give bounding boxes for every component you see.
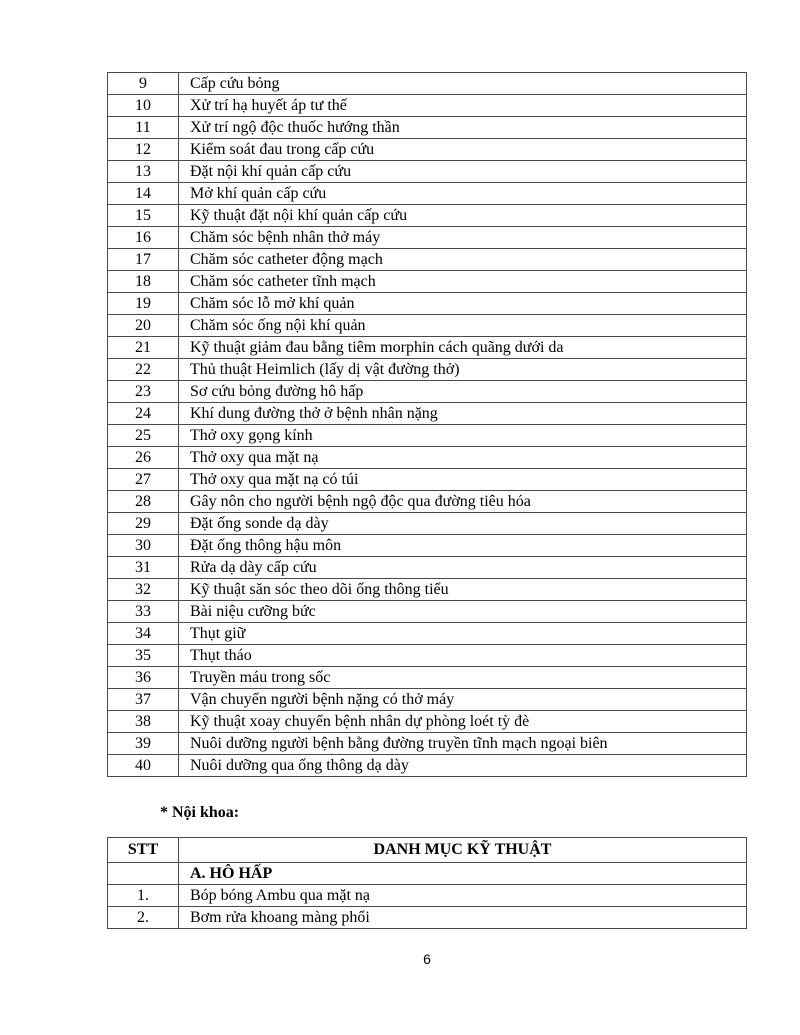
row-number: 24 [108,403,179,425]
row-number: 25 [108,425,179,447]
row-number: 26 [108,447,179,469]
row-technique-name: Thở oxy qua mặt nạ [179,447,747,469]
section-heading-noi-khoa: * Nội khoa: [160,804,240,821]
row-number: 18 [108,271,179,293]
table-row [108,689,747,711]
row-number: 15 [108,205,179,227]
row-technique-name: Nuôi dưỡng người bệnh bằng đường truyền tĩnh mạch ngoại biên [179,733,747,755]
table-row [108,249,747,271]
row-number: 20 [108,315,179,337]
row-number: 11 [108,117,179,139]
table-row [108,733,747,755]
table-row [108,227,747,249]
row-number: 30 [108,535,179,557]
row-number: 21 [108,337,179,359]
row-number: 32 [108,579,179,601]
table-row [108,403,747,425]
row-technique-name: Kỹ thuật giảm đau bằng tiêm morphin cách quãng dưới da [179,337,747,359]
noi-khoa-table-body [108,863,747,929]
table-row [108,359,747,381]
row-technique-name: Mở khí quản cấp cứu [179,183,747,205]
table-row [108,73,747,95]
row-number: 27 [108,469,179,491]
row-technique-name: Kỹ thuật đặt nội khí quản cấp cứu [179,205,747,227]
column-header-stt: STT [108,838,179,863]
row-number: 33 [108,601,179,623]
row-technique-name: Bóp bóng Ambu qua mặt nạ [179,885,747,907]
row-technique-name: Thụt tháo [179,645,747,667]
row-technique-name: Chăm sóc ống nội khí quản [179,315,747,337]
row-technique-name: Xử trí ngộ độc thuốc hướng thần [179,117,747,139]
row-number: 13 [108,161,179,183]
row-technique-name: Khí dung đường thở ở bệnh nhân nặng [179,403,747,425]
table-row [108,425,747,447]
table-row [108,315,747,337]
row-number: 38 [108,711,179,733]
table-row [108,601,747,623]
row-technique-name: Kỹ thuật xoay chuyển bệnh nhân dự phòng loét tỳ đè [179,711,747,733]
row-technique-name: Kiểm soát đau trong cấp cứu [179,139,747,161]
row-technique-name: Xử trí hạ huyết áp tư thế [179,95,747,117]
row-technique-name: Thở oxy qua mặt nạ có túi [179,469,747,491]
table-row [108,271,747,293]
column-header-danh-muc-ky-thuat: DANH MỤC KỸ THUẬT [179,838,747,863]
noi-khoa-table-header [108,838,747,863]
row-number: 10 [108,95,179,117]
row-technique-name: Chăm sóc bệnh nhân thở máy [179,227,747,249]
row-number: 19 [108,293,179,315]
table-row [108,885,747,907]
row-technique-name: Truyền máu trong sốc [179,667,747,689]
row-number: 9 [108,73,179,95]
technique-list-table [107,72,747,777]
table-row [108,381,747,403]
table-section-row [108,863,747,885]
technique-list-table-body [108,73,747,777]
row-technique-name: Rửa dạ dày cấp cứu [179,557,747,579]
table-row [108,161,747,183]
row-number: 31 [108,557,179,579]
table-row [108,535,747,557]
table-row [108,579,747,601]
row-technique-name: Bài niệu cưỡng bức [179,601,747,623]
row-technique-name: Vận chuyển người bệnh nặng có thở máy [179,689,747,711]
row-technique-name: Sơ cứu bỏng đường hô hấp [179,381,747,403]
row-technique-name: Thụt giữ [179,623,747,645]
row-technique-name: Kỹ thuật săn sóc theo dõi ống thông tiểu [179,579,747,601]
row-technique-name: Đặt ống sonde dạ dày [179,513,747,535]
table-row [108,755,747,777]
row-technique-name: Nuôi dưỡng qua ống thông dạ dày [179,755,747,777]
row-number: 23 [108,381,179,403]
row-number: 1. [108,885,179,907]
table-row [108,447,747,469]
table-row [108,469,747,491]
row-number: 40 [108,755,179,777]
row-technique-name: Chăm sóc catheter động mạch [179,249,747,271]
row-technique-name: Bơm rửa khoang màng phổi [179,907,747,929]
row-number: 34 [108,623,179,645]
row-number: 16 [108,227,179,249]
table-row [108,907,747,929]
noi-khoa-table [107,837,747,929]
table-row [108,513,747,535]
row-number: 2. [108,907,179,929]
table-row [108,139,747,161]
row-technique-name: Đặt nội khí quản cấp cứu [179,161,747,183]
table-row [108,183,747,205]
page-number: 6 [423,951,431,967]
row-technique-name: Chăm sóc lỗ mở khí quản [179,293,747,315]
table-row [108,557,747,579]
table-row [108,293,747,315]
row-technique-name: Thở oxy gọng kính [179,425,747,447]
table-row [108,117,747,139]
table-row [108,491,747,513]
row-number: 35 [108,645,179,667]
row-number: 14 [108,183,179,205]
row-technique-name: Cấp cứu bỏng [179,73,747,95]
table-row [108,645,747,667]
row-number: 28 [108,491,179,513]
row-number: 36 [108,667,179,689]
row-technique-name: Chăm sóc catheter tĩnh mạch [179,271,747,293]
row-technique-name: Đặt ống thông hậu môn [179,535,747,557]
table-row [108,623,747,645]
empty-cell [108,863,179,885]
table-row [108,337,747,359]
row-number: 22 [108,359,179,381]
section-label-ho-hap: A. HÔ HẤP [179,863,747,885]
row-number: 37 [108,689,179,711]
table-row [108,667,747,689]
row-number: 29 [108,513,179,535]
row-technique-name: Gây nôn cho người bệnh ngộ độc qua đường tiêu hóa [179,491,747,513]
row-number: 12 [108,139,179,161]
table-row [108,95,747,117]
table-row [108,205,747,227]
row-number: 39 [108,733,179,755]
row-number: 17 [108,249,179,271]
row-technique-name: Thủ thuật Heimlich (lấy dị vật đường thở) [179,359,747,381]
table-row [108,711,747,733]
table-header-row [108,838,747,863]
